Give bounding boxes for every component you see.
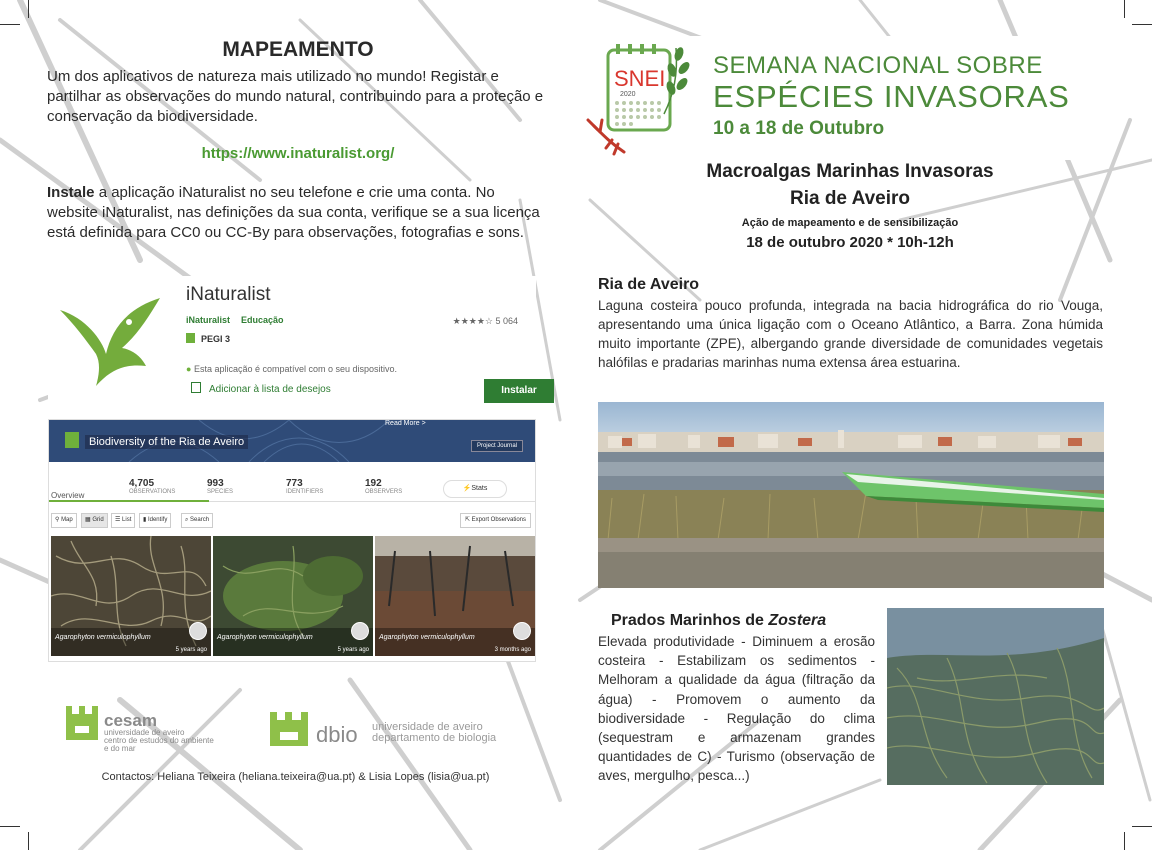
export-label: Export Observations (471, 517, 526, 523)
inaturalist-link[interactable]: https://www.inaturalist.org/ (201, 145, 395, 162)
crop-mark (1124, 832, 1125, 850)
tb-label: Map (61, 517, 73, 523)
install-button[interactable]: Instalar (484, 379, 554, 403)
identify-button[interactable] (139, 513, 171, 528)
read-more-link[interactable]: Read More > (385, 420, 426, 427)
tb-label: Grid (92, 517, 104, 523)
stat-label: SPECIES (207, 489, 234, 495)
tb-label: Identify (147, 517, 168, 523)
project-journal-button[interactable]: Project Journal (471, 440, 523, 452)
stat-num: 4,705 (129, 478, 155, 489)
tb-label: Search (190, 517, 210, 523)
photo-caption: Agarophyton vermiculophyllum (55, 634, 151, 641)
dbio-name: dbio (316, 722, 358, 747)
snei-logo (584, 44, 699, 156)
export-observations-button[interactable] (460, 513, 531, 528)
crop-mark (28, 832, 29, 850)
snei-logo-year: 2020 (620, 91, 636, 98)
list-view-button[interactable] (111, 513, 135, 528)
observer-avatar[interactable] (189, 622, 207, 640)
cesam-logo (66, 702, 266, 757)
mapeamento-title: MAPEAMENTO (222, 38, 374, 61)
developer-link[interactable]: iNaturalist (186, 315, 231, 325)
zostera-text: Elevada produtividade - Diminuem a erosão costeira - Estabilizam os sedimentos - Melhoram a qualidade da água (filtração da água) - Promovem o aumento da biodiversidade - Regulação do clima (sequestram e armazenam grandes quantidades de C) - Turismo (observação de aves, mergulho, pesca...) (598, 634, 875, 784)
cesam-line3: e do mar (104, 744, 136, 753)
snei-line2: ESPÉCIES INVASORAS (713, 79, 1070, 114)
stat-observations[interactable] (129, 478, 175, 495)
event-subtitle: Ação de mapeamento e de sensibilização (741, 217, 959, 229)
observation-photo[interactable] (51, 536, 211, 656)
search-icon: ⌕ (185, 517, 191, 523)
crop-mark (0, 826, 20, 827)
search-button[interactable] (181, 513, 213, 528)
project-title: Biodiversity of the Ria de Aveiro (85, 435, 248, 449)
crop-mark (1124, 0, 1125, 18)
ria-heading: Ria de Aveiro (598, 276, 700, 293)
photo-time: 5 years ago (175, 647, 207, 653)
pegi-rating: PEGI 3 (201, 334, 231, 344)
tab-overview[interactable]: Overview (51, 491, 85, 500)
ria-aveiro-photo (598, 402, 1104, 588)
photo-caption: Agarophyton vermiculophyllum (379, 634, 475, 641)
wishlist-link[interactable]: Adicionar à lista de desejos (209, 384, 331, 395)
stat-label: OBSERVATIONS (129, 489, 176, 495)
category-link[interactable]: Educação (241, 315, 284, 325)
install-rest: a aplicação iNaturalist no seu telefone e crie uma conta. No website iNaturalist, nas definições da sua conta, verifique se a sua licença está definida para CC0 ou CC-By para observações, fotografias e sons. (47, 184, 540, 241)
stats-button[interactable] (443, 480, 507, 498)
observation-photo[interactable] (213, 536, 373, 656)
photo-caption: Agarophyton vermiculophyllum (217, 634, 313, 641)
stat-identifiers[interactable] (286, 478, 323, 495)
stat-num: 192 (365, 478, 382, 489)
map-view-button[interactable] (51, 513, 77, 528)
crop-mark (1132, 24, 1152, 25)
rating: ★★★★☆ 5 064 (452, 316, 518, 326)
stat-label: OBSERVERS (365, 489, 403, 495)
cesam-line2: centro de estudos do ambiente (104, 736, 214, 745)
install-bold: Instale (47, 184, 95, 201)
photo-time: 5 years ago (337, 647, 369, 653)
cesam-name: cesam (104, 711, 157, 730)
ria-text: Laguna costeira pouco profunda, integrada na bacia hidrográfica do rio Vouga, apresentando uma única ligação com o Oceano Atlântico, a Barra. Zona húmida muito importante (ZPE), albergando grande diversidade de comunidades vegetais halófilas e pradarias marinhas numa extensa área estuarina. (598, 298, 1103, 370)
pegi-icon (186, 333, 195, 343)
map-pin-icon: ⚲ (55, 517, 62, 523)
bookmark-icon (191, 382, 201, 393)
zostera-heading-italic: Zostera (768, 612, 827, 629)
stat-label: IDENTIFIERS (286, 489, 324, 495)
photo-time: 3 months ago (494, 647, 531, 653)
stats-label: Stats (471, 485, 488, 492)
export-icon: ⇱ (464, 517, 472, 523)
observer-avatar[interactable] (513, 622, 531, 640)
tb-label: List (122, 517, 132, 523)
install-instructions (47, 183, 547, 243)
zostera-photo (887, 608, 1104, 785)
dbio-line1: universidade de aveiro (372, 721, 483, 733)
compat-message (186, 364, 397, 374)
crop-mark (28, 0, 29, 18)
event-date: 18 de outubro 2020 * 10h-12h (746, 234, 954, 251)
bolt-icon: ⚡ (462, 485, 472, 492)
identify-icon: ▮ (143, 517, 148, 523)
check-icon: ● (186, 364, 192, 374)
stat-species[interactable] (207, 478, 233, 495)
snei-line1: SEMANA NACIONAL SOBRE (713, 52, 1043, 79)
intro-text: Um dos aplicativos de natureza mais utilizado no mundo! Registar e partilhar as observações do mundo natural, contribuindo para a proteção e conservação da biodiversidade. (47, 68, 544, 125)
dbio-line2: departamento de biologia (372, 732, 497, 744)
observation-photo[interactable] (375, 536, 535, 656)
event-title-1: Macroalgas Marinhas Invasoras (706, 161, 994, 182)
zostera-heading (611, 612, 826, 630)
crop-mark (1132, 826, 1152, 827)
crop-mark (0, 24, 20, 25)
grid-icon: ▦ (85, 517, 93, 523)
snei-dates: 10 a 18 de Outubro (713, 118, 885, 139)
event-title-2: Ria de Aveiro (789, 188, 911, 209)
zostera-heading-plain: Prados Marinhos de (611, 612, 769, 629)
cesam-line1: universidade de aveiro (104, 728, 185, 737)
grid-view-button[interactable] (81, 513, 108, 528)
project-banner (49, 420, 535, 462)
compat-text: Esta aplicação é compatível com o seu dispositivo. (193, 364, 398, 374)
stat-observers[interactable] (365, 478, 402, 495)
store-card (48, 276, 536, 418)
tab-active-indicator (49, 500, 209, 502)
leaf-icon (65, 432, 79, 448)
snei-logo-text: SNEI (614, 66, 666, 91)
stat-num: 993 (207, 478, 224, 489)
observer-avatar[interactable] (351, 622, 369, 640)
project-card (48, 419, 536, 662)
list-icon: ☰ (115, 517, 123, 523)
stat-num: 773 (286, 478, 303, 489)
app-name: iNaturalist (186, 284, 271, 305)
contacts: Contactos: Heliana Teixeira (heliana.teixeira@ua.pt) & Lisia Lopes (lisia@ua.pt) (101, 771, 490, 783)
dbio-logo (268, 710, 528, 750)
inaturalist-bird-icon (56, 288, 168, 388)
